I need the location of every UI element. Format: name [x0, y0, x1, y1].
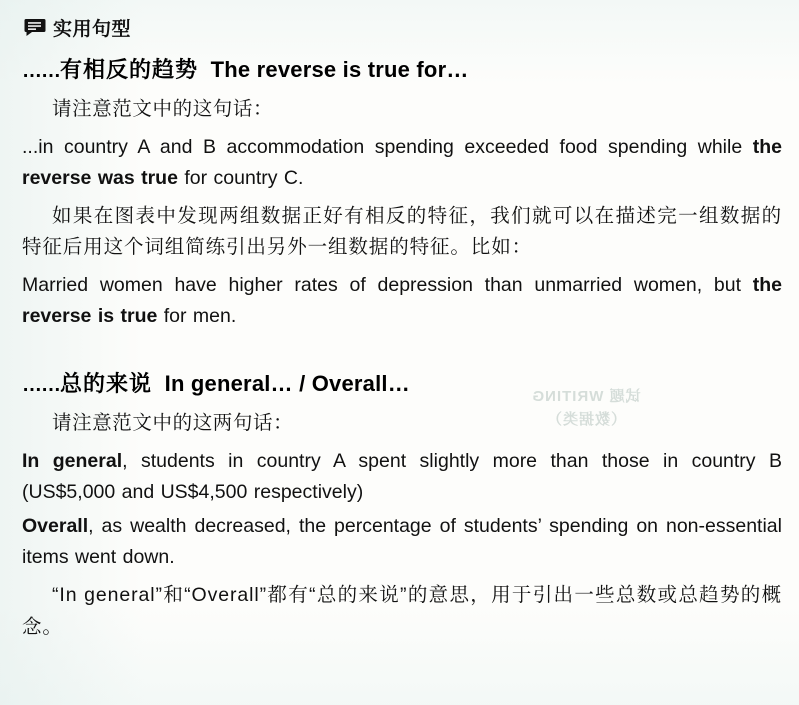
sentence-part: for men. — [157, 305, 237, 328]
highlight-phrase: In general — [22, 449, 123, 472]
sentence-part: Married women have higher rates of depression than unmarried women, but — [22, 273, 753, 296]
heading-english: In general… / Overall… — [164, 371, 410, 397]
highlight-phrase: the reverse was true — [22, 135, 782, 190]
sentence-part: , as wealth decreased, the percentage of students’ spending on non-essential items went down. — [22, 514, 782, 569]
sentence-part: , students in country A spent slightly more than those in country B (US$5,000 and US$4,500 respectively) — [22, 449, 782, 504]
example-sentence — [22, 270, 782, 333]
example-sentence — [22, 132, 782, 195]
instruction-line: 请注意范文中的这句话： — [52, 98, 274, 120]
sentence-part: for country C. — [177, 167, 304, 190]
heading-chinese: 总的来说 — [60, 371, 153, 397]
entry-heading-overall — [22, 367, 782, 398]
heading-dots: …… — [22, 60, 60, 82]
section-title: 实用句型 — [53, 19, 132, 40]
example-sentence — [22, 446, 782, 509]
highlight-phrase: Overall — [22, 514, 89, 537]
speech-bubble-icon — [24, 18, 46, 37]
sentence-part: ...in country A and B accommodation spending exceeded food spending while — [22, 135, 753, 158]
example-sentence — [22, 511, 782, 574]
instruction-line: 请注意范文中的这两句话： — [52, 412, 294, 435]
section-header — [24, 14, 782, 41]
heading-dots: …… — [22, 374, 60, 397]
explanation-paragraph: 如果在图表中发现两组数据正好有相反的特征，我们就可以在描述完一组数据的特征后用这个词组简练引出另外一组数据的特征。比如： — [22, 204, 782, 259]
page-content — [22, 14, 782, 649]
heading-chinese: 有相反的趋势 — [60, 57, 199, 82]
explanation-paragraph: “In general”和“Overall”都有“总的来说”的意思，用于引出一些总数或总趋势的概念。 — [22, 583, 782, 638]
entry-heading-reverse — [22, 53, 782, 84]
heading-english: The reverse is true for… — [210, 57, 469, 82]
reverse-side-bleed-through: 试题 WRITING （数据类） — [531, 388, 641, 428]
highlight-phrase: the reverse is true — [22, 273, 782, 328]
